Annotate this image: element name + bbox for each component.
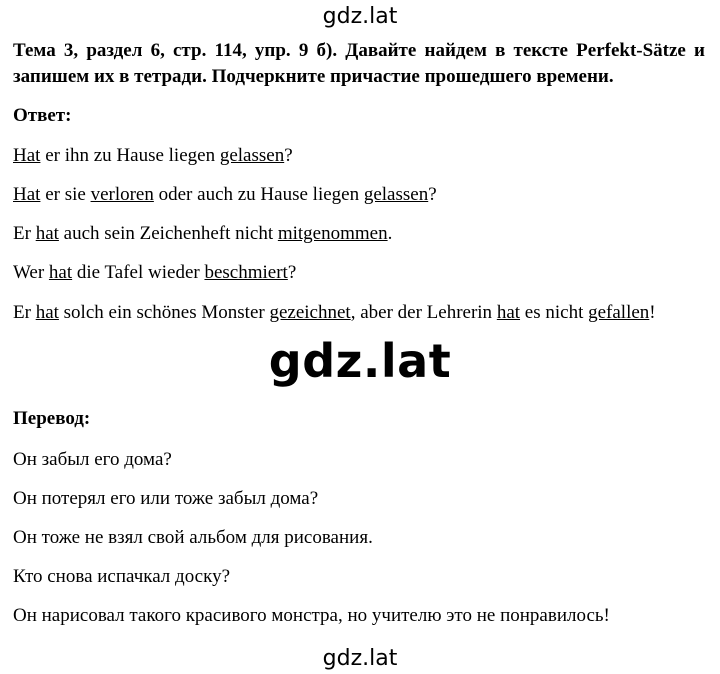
underlined-word: verloren	[90, 184, 154, 205]
watermark-middle: gdz.lat	[268, 334, 452, 388]
text-segment: , aber der Lehrerin	[350, 302, 497, 323]
underlined-word: hat	[496, 302, 521, 323]
text-segment: er ihn zu Hause liegen	[40, 145, 220, 166]
answer-line-3	[13, 220, 705, 248]
underlined-word: gelassen	[363, 184, 429, 205]
underlined-word: hat	[48, 262, 73, 283]
text-segment: auch sein Zeichenheft nicht	[58, 223, 278, 244]
underlined-word: Hat	[13, 184, 41, 205]
task-statement: Тема 3, раздел 6, стр. 114, упр. 9 б). Давайте найдем в тексте Perfekt-Sätze и запишем их в тетради. Подчеркните причастие прошедшего времени.	[13, 40, 705, 87]
translation-line-4: Кто снова испачкал доску?	[13, 566, 230, 587]
translation-heading: Перевод:	[13, 408, 91, 429]
underlined-word: mitgenommen	[277, 223, 388, 244]
underlined-word: Hat	[13, 145, 41, 166]
answer-line-1	[13, 142, 705, 170]
watermark-top: gdz.lat	[322, 4, 398, 29]
translation-line-3: Он тоже не взял свой альбом для рисования.	[13, 527, 373, 548]
text-segment: .	[387, 223, 393, 244]
underlined-word: gezeichnet	[269, 302, 351, 323]
text-segment: ?	[428, 184, 437, 205]
text-segment: Wer	[13, 262, 49, 283]
translation-line-2: Он потерял его или тоже забыл дома?	[13, 488, 319, 509]
underlined-word: hat	[35, 302, 59, 323]
text-segment: Er	[13, 223, 36, 244]
text-segment: !	[649, 302, 656, 323]
text-segment: es nicht	[520, 302, 589, 323]
answer-line-2	[13, 181, 705, 209]
underlined-word: beschmiert	[204, 262, 288, 283]
text-segment: er sie	[40, 184, 91, 205]
text-segment: ?	[287, 262, 297, 283]
answer-line-5	[13, 298, 705, 327]
text-segment: die Tafel wieder	[72, 262, 205, 283]
answer-heading: Ответ:	[13, 105, 72, 126]
translation-line-1: Он забыл его дома?	[13, 449, 172, 470]
text-segment: ?	[284, 145, 293, 166]
underlined-word: gelassen	[219, 145, 285, 166]
text-segment: solch ein schönes Monster	[58, 302, 270, 323]
watermark-bottom: gdz.lat	[322, 646, 398, 671]
underlined-word: gefallen	[588, 302, 650, 323]
translation-line-5: Он нарисовал такого красивого монстра, но учителю это не понравилось!	[13, 605, 610, 626]
text-segment: oder auch zu Hause liegen	[153, 184, 364, 205]
answer-line-4	[13, 259, 705, 287]
text-segment: Er	[13, 302, 36, 323]
underlined-word: hat	[35, 223, 59, 244]
